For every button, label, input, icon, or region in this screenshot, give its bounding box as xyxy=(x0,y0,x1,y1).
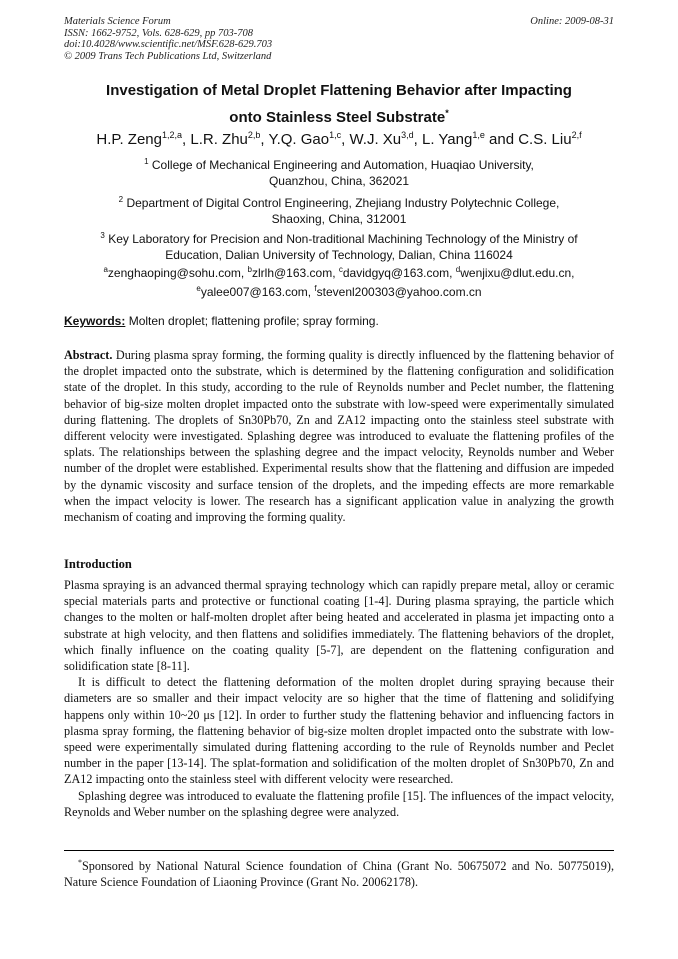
author-name: L. Yang xyxy=(422,131,473,148)
paper-title xyxy=(40,80,638,129)
author-separator: , xyxy=(413,131,422,148)
email-c: davidgyq@163.com xyxy=(342,266,450,280)
email-f: stevenl200303@yahoo.com.cn xyxy=(316,285,482,299)
author-separator: , xyxy=(260,131,269,148)
email-b: zlrlh@163.com xyxy=(251,266,333,280)
affiliation-line: Department of Digital Control Engineering, Zhejiang Industry Polytechnic College, xyxy=(126,196,560,210)
affiliation-num: 1 xyxy=(144,157,149,166)
affiliation-line: Quanzhou, China, 362021 xyxy=(268,174,410,188)
introduction-body xyxy=(64,577,614,820)
email-d: wenjixu@dlut.edu.cn xyxy=(460,266,572,280)
abstract-label: Abstract. xyxy=(64,348,113,362)
author-name: Y.Q. Gao xyxy=(268,131,330,148)
title-line-1: Investigation of Metal Droplet Flattening Behavior after Impacting xyxy=(106,82,572,99)
author-name: W.J. Xu xyxy=(349,131,402,148)
author-sup: 1,c xyxy=(329,130,342,140)
author-sup: 3,d xyxy=(401,130,414,140)
affiliation-line: Education, Dalian University of Technology, Dalian, China 116024 xyxy=(165,248,513,262)
author-and: and xyxy=(484,131,519,148)
title-line-2-text: onto Stainless Steel Substrate xyxy=(229,109,446,126)
abstract-text: During plasma spray forming, the forming quality is directly influenced by the flattening behavior of the droplet impacted onto the substrate, which is determined by the flattening configuration and solidification state of the droplet. In this study, according to the rule of Reynolds number and Peclet number, the flattening behavior of big-size molten droplet impacted onto the substrate with low-speed were experimentally simulated during flattening. The droplets of Sn30Pb70, Zn and ZA12 impacting onto the stainless steel substrate with different velocity were investigated. Splashing degree was introduced to evaluate the flattening profiles of the splats. The relationships between the splashing degree and the impact velocity, Reynolds number and Weber number of the droplet were established. Experimental results show that the flattening and diffusion are impeded by the dynamic viscosity and surface tension of the droplets, and the impeding effects are more remarkable when the impact velocity is lower. The research has a significant application value in analyzing the growth mechanism of coating and improving the forming quality. xyxy=(64,348,614,525)
footnote-text: Sponsored by National Natural Science foundation of China (Grant No. 50675072 and No. 50775019), Nature Science Foundation of Liaoning Province (Grant No. 20062178). xyxy=(64,859,614,890)
affiliation-num: 2 xyxy=(118,195,124,204)
affiliation-2 xyxy=(60,192,618,227)
affiliation-line: Key Laboratory for Precision and Non-traditional Machining Technology of the Ministry of xyxy=(108,232,578,246)
email-tag-b: b xyxy=(247,265,252,274)
journal-header xyxy=(64,16,614,62)
copyright-line: © 2009 Trans Tech Publications Ltd, Switzerland xyxy=(64,50,272,62)
paragraph: Plasma spraying is an advanced thermal spraying technology which can rapidly prepare metal, alloy or ceramic special materials parts and protective or functional coating [1-4]. During plasma spraying, the particle which changes to the molten or half-molten droplet after being heated and accelerated in plasma jet impacting onto a substrate at high velocity, and then flattens and solidifies immediately. The flattening behaviors of the droplet, which finally influence on the coating quality [5-7], are dependent on the flattening configuration and solidification state [8-11]. xyxy=(64,578,614,674)
author-sup: 2,f xyxy=(571,130,582,140)
footnote-divider xyxy=(64,850,614,851)
affiliation-line: Shaoxing, China, 312001 xyxy=(271,212,407,226)
email-e: yalee007@163.com xyxy=(200,285,308,299)
issn-line: ISSN: 1662-9752, Vols. 628-629, pp 703-708 xyxy=(64,27,253,39)
keywords-label: Keywords: xyxy=(64,314,126,328)
affiliation-line: College of Mechanical Engineering and Automation, Huaqiao University, xyxy=(151,158,534,172)
keywords-text: Molten droplet; flattening profile; spray forming. xyxy=(125,314,379,328)
author-sup: 2,b xyxy=(247,130,261,140)
author-separator: , xyxy=(182,131,191,148)
author-name: H.P. Zeng xyxy=(96,131,162,148)
email-tag-d: d xyxy=(455,265,461,274)
online-date: Online: 2009-08-31 xyxy=(530,16,614,27)
author-list xyxy=(30,125,648,150)
affiliation-3 xyxy=(60,228,618,263)
author-separator: , xyxy=(341,131,350,148)
email-a: zenghaoping@sohu.com xyxy=(107,266,241,280)
author-sup: 1,2,a xyxy=(162,130,183,140)
title-footnote-mark: * xyxy=(445,108,449,118)
footnote xyxy=(64,855,614,890)
author-name: C.S. Liu xyxy=(518,131,572,148)
author-name: L.R. Zhu xyxy=(190,131,248,148)
author-sup: 1,e xyxy=(472,130,485,140)
author-emails: $^a$zenghaoping@sohu.com, $^b$zlrlh@163.com, $^c$davidgyq@163.com, $^d$wenjixu@dlut.edu.cn, $^e$yalee007@163.com, $^f$stevenl200303@yahoo.com.cn xyxy=(103,265,575,299)
keywords xyxy=(64,314,614,328)
paragraph: It is difficult to detect the flattening deformation of the molten droplet during spraying because their diameters are so smaller and their impact velocity are so higher that the time of flattening and solidifying happens only within 10~20 μs [12]. In order to further study the flattening behavior and influencing factors in plasma spray forming, the flattening behavior of big-size molten droplet impacted onto the substrate with low-speed were experimentally simulated during flattening according to the rule of Reynolds number and Peclet number in the paper [13-14]. The splat-formation and solidification of the molten droplet of Sn30Pb70, Zn and ZA12 impacting onto the stainless steel with different velocity were researched. xyxy=(64,675,614,787)
affiliation-num: 3 xyxy=(100,231,105,240)
doi-line: doi:10.4028/www.scientific.net/MSF.628-629.703 xyxy=(64,39,273,50)
email-tag-e: e xyxy=(196,284,201,293)
affiliation-1 xyxy=(60,154,618,189)
abstract xyxy=(64,347,614,525)
footnote-mark: * xyxy=(78,858,82,867)
paragraph: Splashing degree was introduced to evaluate the flattening profile [15]. The influences of the impact velocity, Reynolds and Weber number on the splashing degree were analyzed. xyxy=(64,788,614,819)
email-tag-c: c xyxy=(338,265,343,274)
section-heading-introduction: Introduction xyxy=(64,557,132,571)
journal-name: Materials Science Forum xyxy=(64,16,171,27)
email-tag-a: a xyxy=(103,265,108,274)
email-tag-f: f xyxy=(314,284,317,293)
